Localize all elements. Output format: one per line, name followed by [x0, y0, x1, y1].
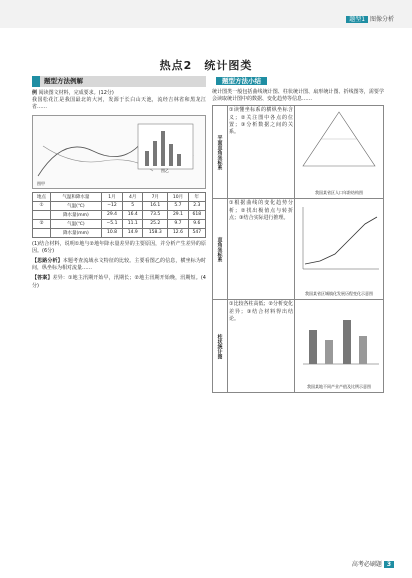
table-cell: 12.6: [168, 228, 188, 237]
table-row: [33, 219, 206, 228]
method-label: 直角坐标系: [213, 199, 228, 299]
right-column: [212, 76, 384, 393]
table-cell: 10.8: [101, 228, 123, 237]
left-banner: 题型方法例解: [32, 76, 206, 87]
table-cell: [33, 210, 51, 219]
table-cell: 5.7: [168, 201, 188, 210]
method-figure: [295, 199, 383, 299]
table-cell: 25.2: [143, 219, 168, 228]
figure-caption: 我国某省区人口年龄结构图: [315, 190, 363, 196]
table-header: 年: [188, 192, 205, 201]
table-cell: 73.5: [143, 210, 168, 219]
climate-table: [32, 192, 206, 238]
figure-caption: 我国某省区城镇化发展历程变化示意图: [305, 291, 373, 297]
method-text: ①比较各柱高低；②分析变化差异；③结合材料得出结论。: [228, 300, 295, 392]
table-cell: ②: [33, 219, 51, 228]
method-row: [213, 106, 383, 198]
answer-text: 【答案】差异：①地主汛期开始早，汛期长；②地主汛期开始晚，汛期短。(4分): [32, 275, 206, 289]
table-cell: 降水量(mm): [51, 210, 102, 219]
table-cell: 9.7: [168, 219, 188, 228]
table-cell: 16.1: [143, 201, 168, 210]
table-header: 7月: [143, 192, 168, 201]
table-header: 地点: [33, 192, 51, 201]
method-label: 柱状统计图: [213, 300, 228, 392]
table-cell: 降水量(mm): [51, 228, 102, 237]
map-graphic: [33, 116, 205, 186]
chart-caption: 图乙: [161, 167, 169, 173]
method-table: [212, 105, 384, 393]
page-title: 热点2 统计图类: [159, 59, 253, 72]
table-cell: 618: [188, 210, 205, 219]
method-figure: [295, 300, 383, 392]
right-banner: 题型方法小结: [212, 76, 384, 87]
method-text: ①根据曲线的变化趋势分析；②找出极值点与转折点；③结合实际进行推理。: [228, 199, 295, 299]
table-row: [33, 228, 206, 237]
map-caption: 图甲: [37, 180, 45, 186]
figure-caption: 我国某地不同产业产值及比例示意图: [307, 384, 371, 390]
table-cell: 14.9: [123, 228, 143, 237]
table-header: 1月: [101, 192, 123, 201]
table-cell: −12: [101, 201, 123, 210]
table-cell: 2.3: [188, 201, 205, 210]
table-cell: 547: [188, 228, 205, 237]
table-row: [33, 210, 206, 219]
table-cell: 气温(℃): [51, 201, 102, 210]
table-cell: 气温(℃): [51, 219, 102, 228]
question-text: (1)结合材料，说明①地与②地年降水量差异的主要原因，并分析产生差异的原因。(6分): [32, 240, 206, 254]
method-graphic: [295, 106, 383, 186]
table-cell: 9.6: [188, 219, 205, 228]
method-figure: [295, 106, 383, 198]
map-figure: [32, 115, 206, 189]
header-tag: 题型1 图像分析: [346, 14, 394, 23]
header-bar: [0, 0, 412, 28]
left-column: [32, 76, 206, 290]
table-row: [33, 201, 206, 210]
material-text: 我国松花江是我国最北的大河，发源于长白山天池，流经吉林省和黑龙江省……: [32, 97, 206, 111]
method-row: [213, 198, 383, 299]
table-header: 4月: [123, 192, 143, 201]
table-cell: 158.3: [143, 228, 168, 237]
method-label: 平面直角坐标系: [213, 106, 228, 198]
method-graphic: [295, 300, 383, 380]
method-text: ①读懂坐标系的横纵坐标含义；②关注图中各点的位置；③分析数据之间的关系。: [228, 106, 295, 198]
table-cell: 16.4: [123, 210, 143, 219]
table-header: 气温和降水量: [51, 192, 102, 201]
table-cell: 11.1: [123, 219, 143, 228]
method-row: [213, 299, 383, 392]
summary-intro: 统计图类一般包括曲线统计图、柱状统计图、扇形统计图、折线图等，需要学会读取统计图中的数据、变化趋势等信息……: [212, 89, 384, 103]
example-intro: 例 阅读图文材料，完成要求。(12分): [32, 90, 114, 96]
table-header: 10月: [168, 192, 188, 201]
footer: 高考必刷题 3: [352, 559, 394, 568]
table-cell: −5.1: [101, 219, 123, 228]
analysis-text: 【思路分析】本题考查流域水文特征的比较。主要看图乙的信息，横坐标为时间，纵坐标为相对流量……: [32, 258, 206, 272]
table-cell: [33, 228, 51, 237]
table-cell: 29.4: [101, 210, 123, 219]
table-cell: 5: [123, 201, 143, 210]
table-cell: 29.1: [168, 210, 188, 219]
table-cell: ①: [33, 201, 51, 210]
method-graphic: [295, 199, 383, 287]
